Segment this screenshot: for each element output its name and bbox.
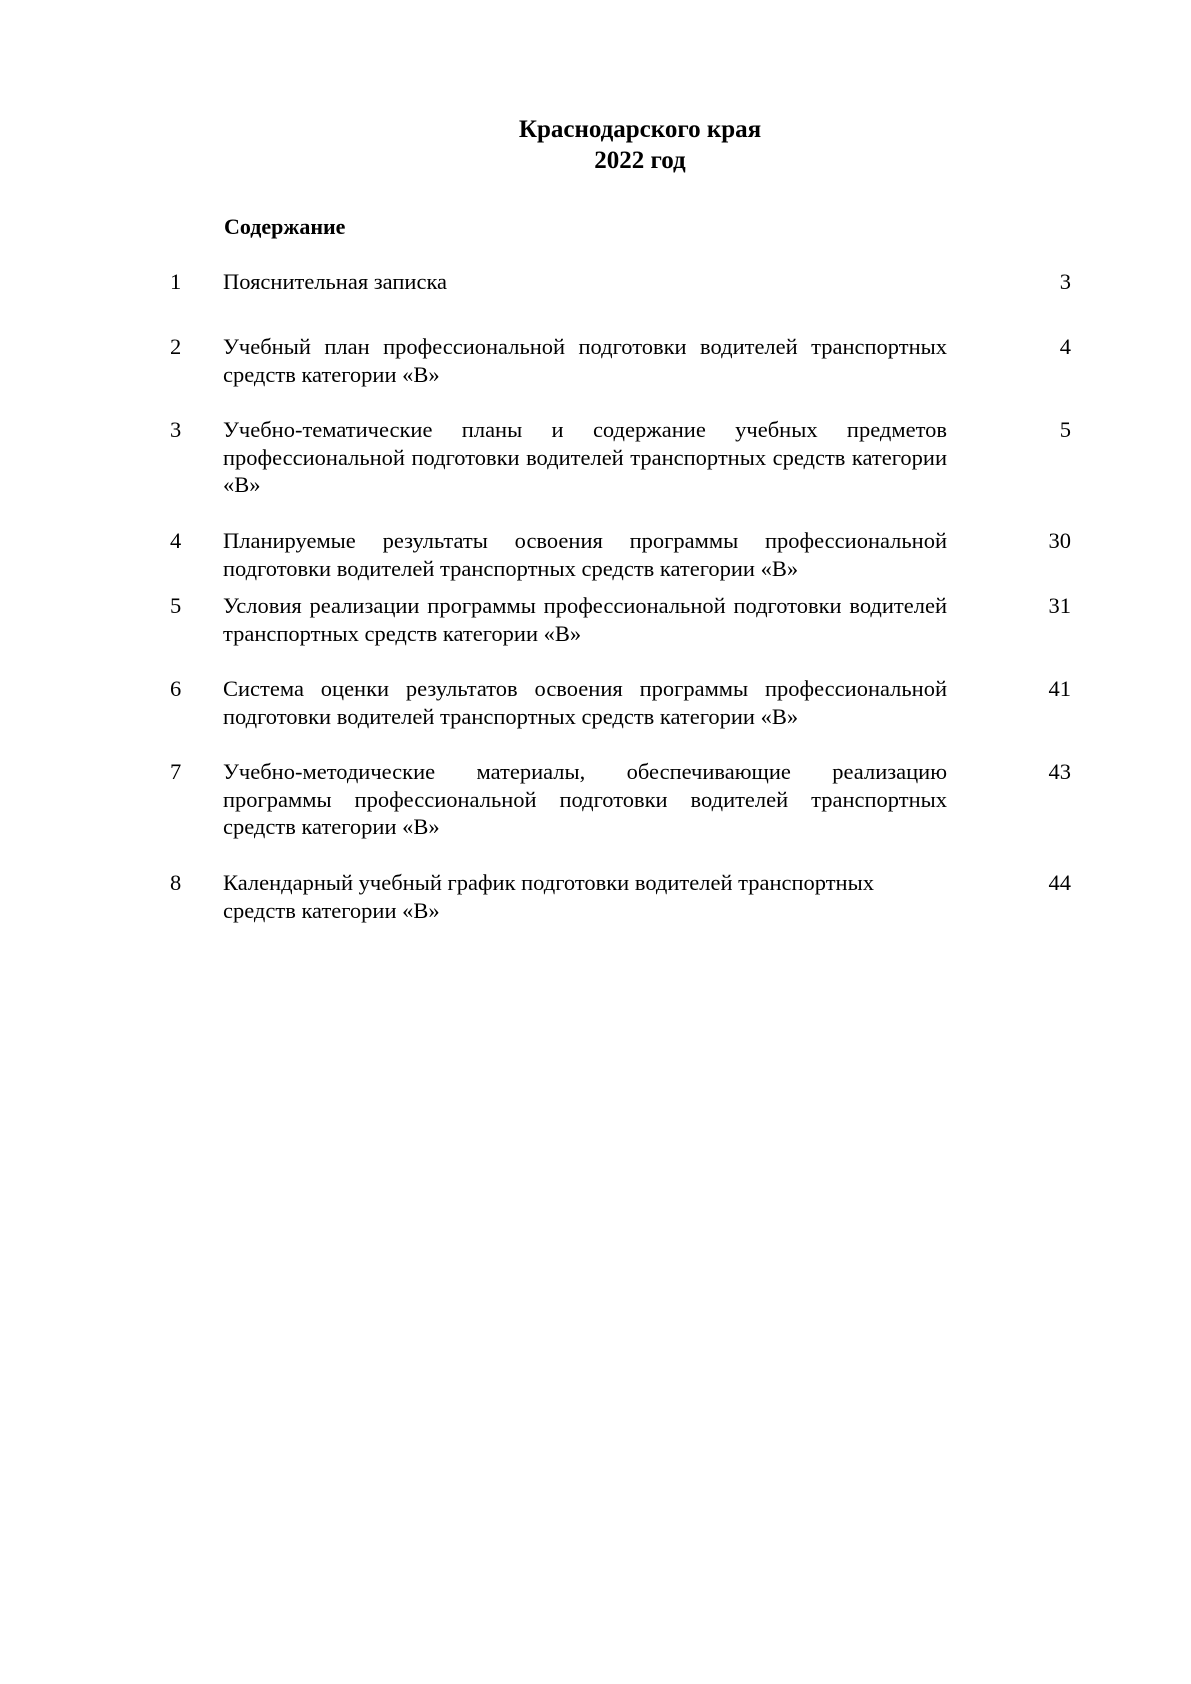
header-region: Краснодарского края [518, 116, 762, 143]
toc-item-number: 1 [170, 269, 182, 294]
toc-item-page: 41 [1048, 676, 1071, 701]
toc-item-page: 5 [1059, 417, 1071, 442]
toc-item-text: Учебно-методические материалы, обеспечивающие реализацию программы профессиональной подготовки водителей транспортных средств категории «В» [223, 759, 947, 839]
toc-item-text: Условия реализации программы профессиональной подготовки водителей транспортных средств категории «В» [223, 593, 947, 646]
toc-item-number: 4 [170, 528, 182, 553]
toc-item-page: 30 [1048, 528, 1071, 553]
toc-item-number: 8 [170, 870, 182, 895]
toc-item-page: 3 [1059, 269, 1071, 294]
header-year: 2022 год [594, 147, 686, 174]
toc-item-text: Пояснительная записка [223, 269, 448, 294]
toc-item-number: 6 [170, 676, 182, 701]
toc-item-text: Учебный план профессиональной подготовки водителей транспортных средств категории «В» [223, 334, 947, 387]
toc-item-text: Система оценки результатов освоения программы профессиональной подготовки водителей транспортных средств категории «В» [223, 676, 947, 729]
toc-item-number: 5 [170, 593, 182, 618]
toc-item-page: 44 [1048, 870, 1071, 895]
toc-item-text: Планируемые результаты освоения программы профессиональной подготовки водителей транспортных средств категории «В» [223, 528, 947, 581]
toc-item-page: 4 [1059, 334, 1071, 359]
toc-item-page: 43 [1048, 759, 1071, 784]
toc-item-number: 7 [170, 759, 182, 784]
toc-title: Содержание [224, 214, 346, 239]
toc-item-page: 31 [1048, 593, 1071, 618]
toc-item-number: 2 [170, 334, 182, 359]
toc-item-text: Календарный учебный график подготовки водителей транспортных средств категории «В» [223, 870, 874, 923]
toc-item-text: Учебно-тематические планы и содержание учебных предметов профессиональной подготовки водителей транспортных средств категории «В» [223, 417, 947, 497]
toc-item-number: 3 [170, 417, 182, 442]
